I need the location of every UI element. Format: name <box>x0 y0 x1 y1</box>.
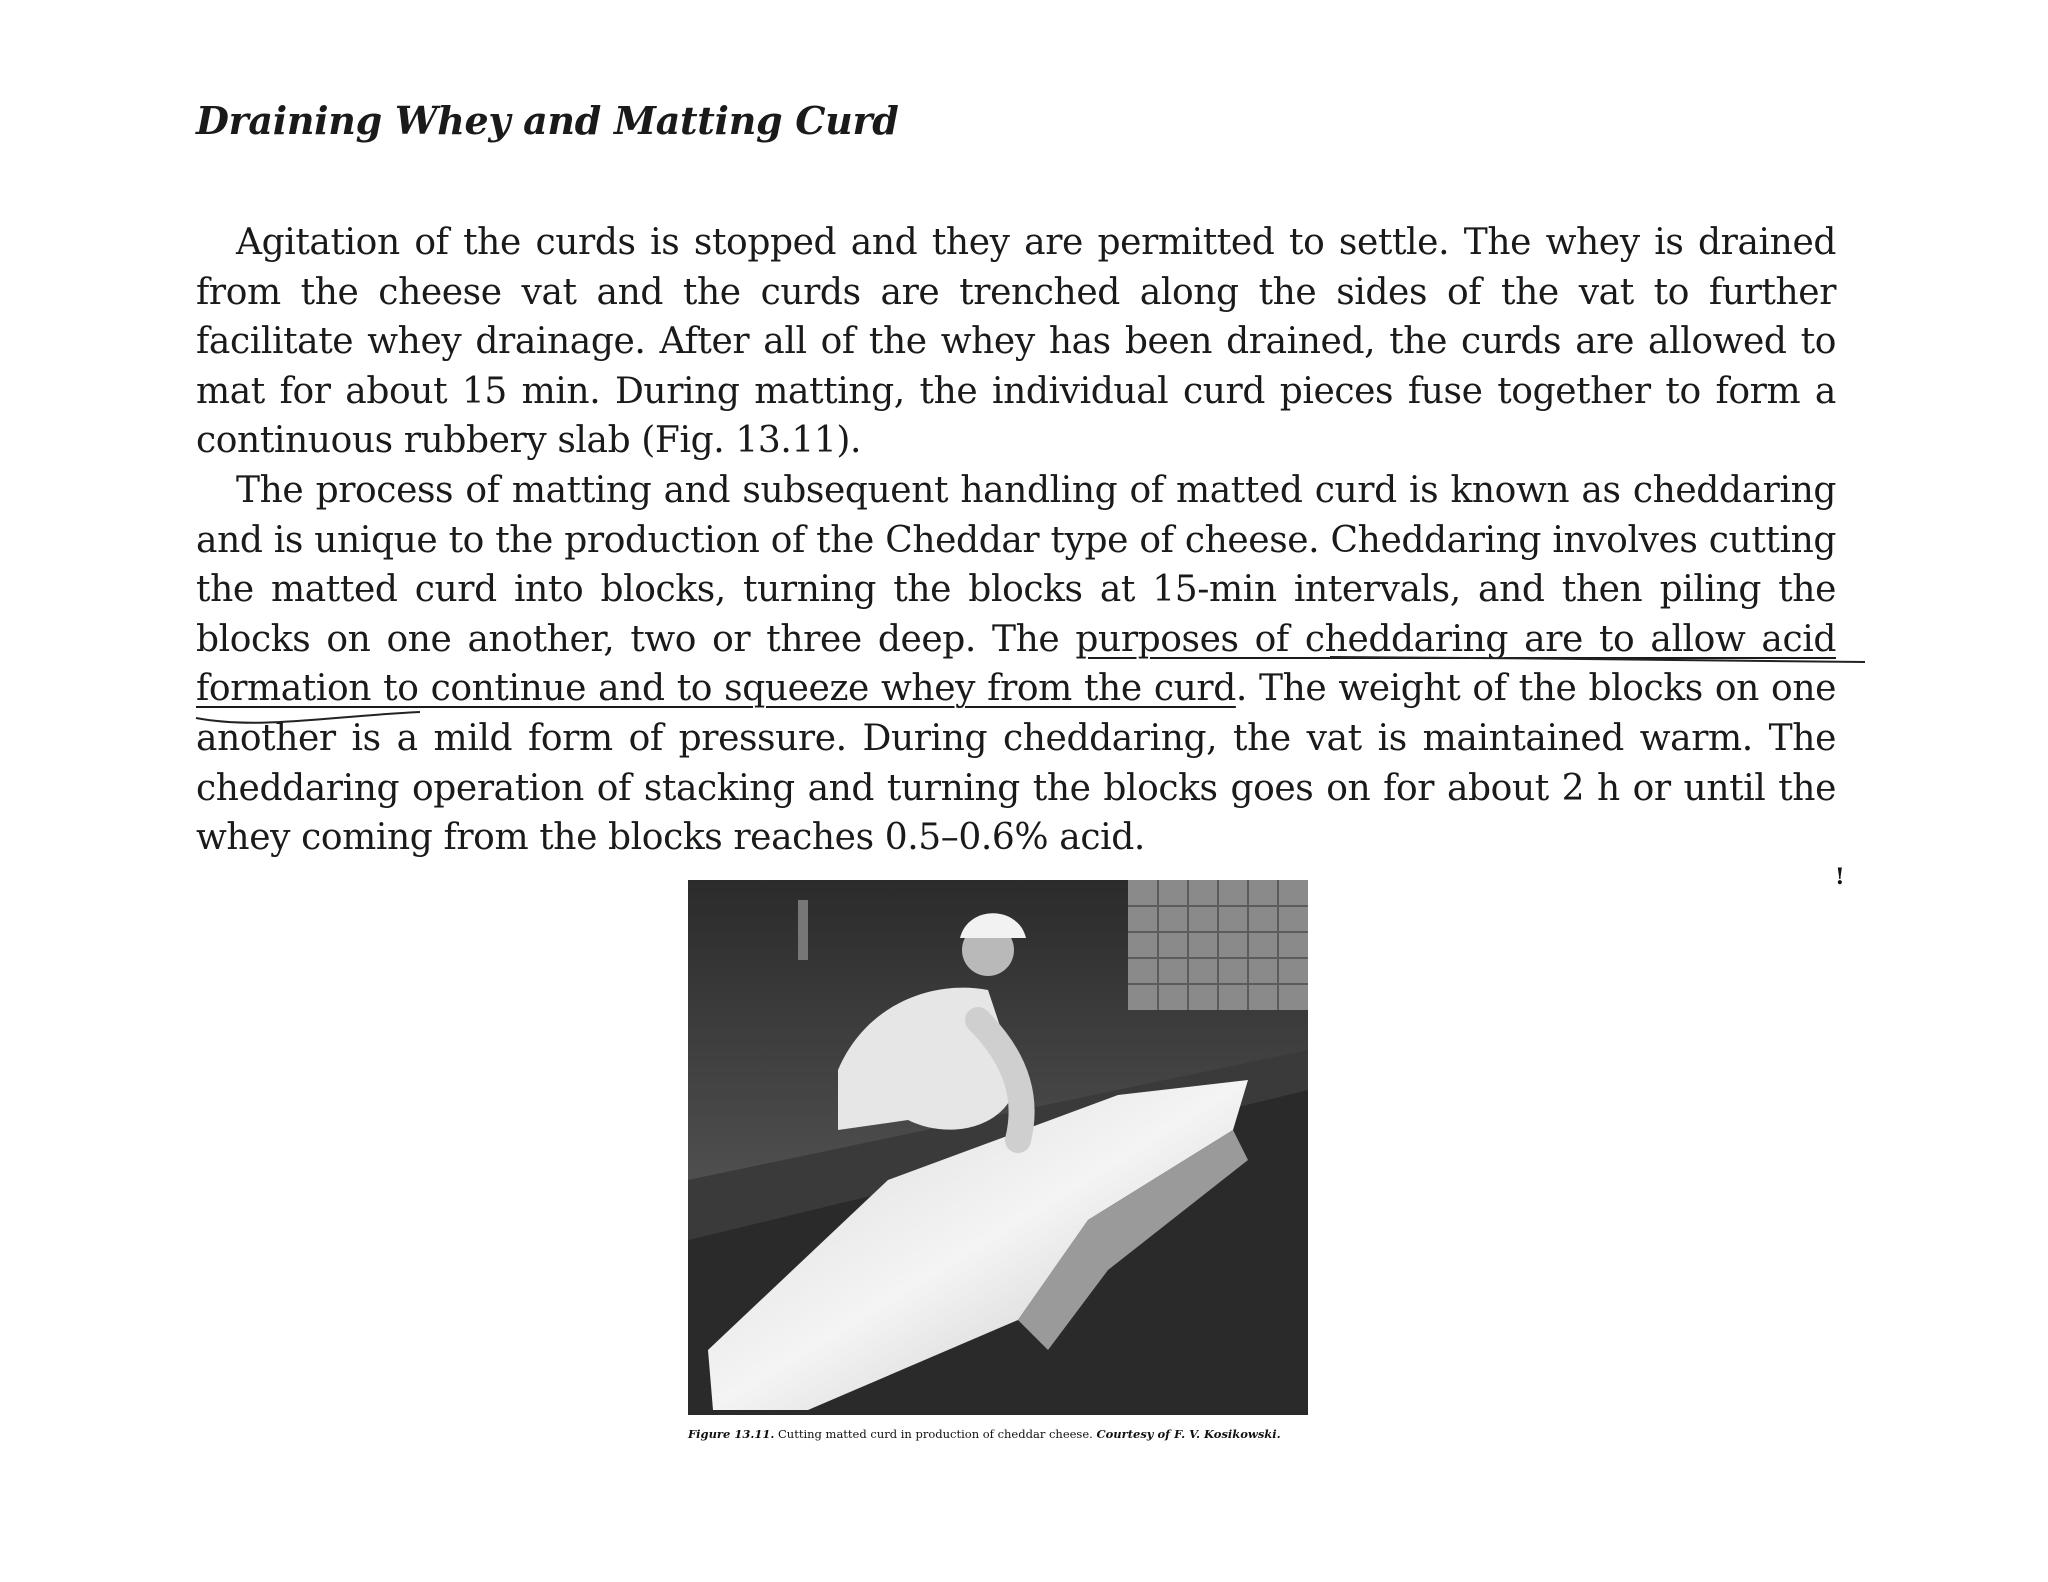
wall-pipe <box>798 900 808 960</box>
underlined-sentence: purposes of cheddaring are to allow acid formation to continue and to squeeze whey from the curd <box>196 618 1836 710</box>
cheese-vat-photo <box>688 880 1308 1415</box>
figure-photo <box>688 880 1308 1415</box>
paragraph-2-end: . The weight of the blocks on one another is a mild form of pressure. During cheddaring, the vat is maintained warm. The cheddaring operation of stacking and turning the blocks goes on for about 2 h or until the whey coming from the blocks reaches 0.5–0.6% acid. <box>196 668 1837 859</box>
section-heading: Draining Whey and Matting Curd <box>196 98 899 143</box>
figure-caption <box>688 1426 1328 1442</box>
paragraph-2 <box>196 466 1836 863</box>
body-text <box>196 218 1836 863</box>
margin-mark: ! <box>1835 864 1845 890</box>
caption-text: Cutting matted curd in production of cheddar cheese. <box>774 1427 1097 1441</box>
caption-label: Figure 13.11. <box>688 1427 775 1441</box>
caption-courtesy: Courtesy of F. V. Kosikowski. <box>1096 1427 1281 1441</box>
paragraph-1: Agitation of the curds is stopped and they are permitted to settle. The whey is drained from the cheese vat and the curds are trenched along the sides of the vat to further facilitate whey drainage. After all of the whey has been drained, the curds are allowed to mat for about 15 min. During matting, the individual curd pieces fuse together to form a continuous rubbery slab (Fig. 13.11). <box>196 222 1836 462</box>
paragraph-2-start: The process of matting and subsequent handling of matted curd is known as cheddaring and is unique to the production of the Cheddar type of cheese. Cheddaring involves cutting the matted curd into blocks, turning the blocks at 15-min intervals, and then piling the blocks on one another, two or three deep. The <box>196 469 1836 660</box>
